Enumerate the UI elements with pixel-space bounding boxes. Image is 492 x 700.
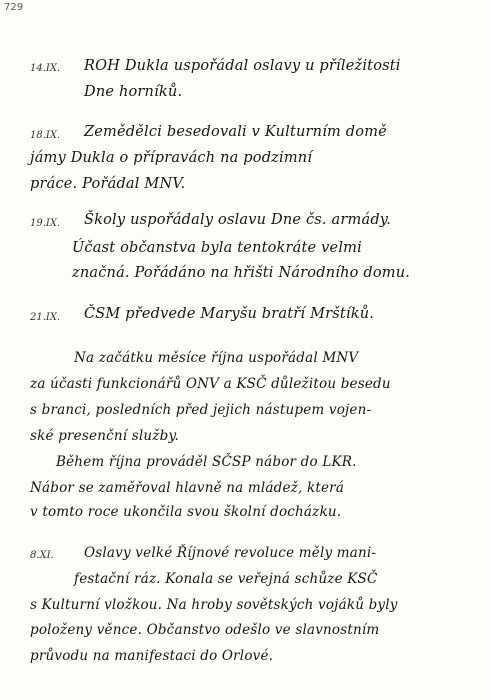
entry-line: práce. Pořádal MNV. <box>30 176 186 192</box>
entry-date: 14.IX. <box>30 63 61 74</box>
entry-line: Během října prováděl SČSP nábor do LKR. <box>56 454 357 470</box>
entry-line: Nábor se zaměřoval hlavně na mládež, která <box>30 480 345 496</box>
entry-line: v tomto roce ukončila svou školní docházku. <box>30 504 342 520</box>
entry-date: 8.XI. <box>30 550 54 561</box>
entry-line: Zemědělci besedovali v Kulturním domě <box>84 124 387 140</box>
entry-line: položeny věnce. Občanstvo odešlo ve slavnostním <box>30 622 380 638</box>
entry-line: s Kulturní vložkou. Na hroby sovětských vojáků byly <box>30 597 398 613</box>
entry-date: 21.IX. <box>30 312 61 323</box>
entry-line: za účasti funkcionářů ONV a KSČ důležitou besedu <box>30 376 391 392</box>
entry-line: ROH Dukla uspořádal oslavy u příležitosti <box>84 58 401 74</box>
entry-line: s branci, posledních před jejich nástupem vojen- <box>30 402 372 418</box>
entry-line: průvodu na manifestaci do Orlové. <box>30 648 274 664</box>
page-number: 729 <box>4 2 24 13</box>
entry-line: Oslavy velké Říjnové revoluce měly mani- <box>84 545 377 561</box>
entry-line: festační ráz. Konala se veřejná schůze KSČ <box>74 571 378 587</box>
entry-line: ské presenční služby. <box>30 428 179 444</box>
entry-date: 19.IX. <box>30 218 61 229</box>
entry-line: ČSM předvede Maryšu bratří Mrštíků. <box>84 306 375 322</box>
entry-line: Účast občanstva byla tentokráte velmi <box>72 240 362 256</box>
entry-line: Školy uspořádaly oslavu Dne čs. armády. <box>84 212 392 228</box>
entry-date: 18.IX. <box>30 130 61 141</box>
entry-line: jámy Dukla o přípravách na podzimní <box>30 150 313 166</box>
entry-line: Na začátku měsíce října uspořádal MNV <box>74 350 359 366</box>
entry-line: Dne horníků. <box>84 84 183 100</box>
entry-line: značná. Pořádáno na hřišti Národního domu. <box>72 265 411 281</box>
